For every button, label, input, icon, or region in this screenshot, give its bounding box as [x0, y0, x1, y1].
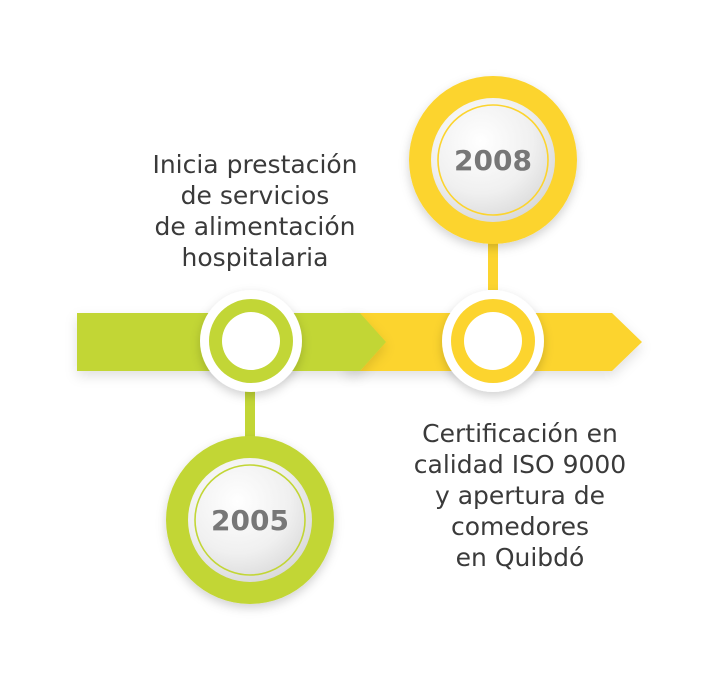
- year-label-2008: 2008: [454, 144, 532, 177]
- marker-2005: [200, 290, 302, 392]
- description-line: calidad ISO 9000: [413, 450, 627, 479]
- description-line: en Quibdó: [455, 543, 585, 572]
- description-line: de alimentación: [154, 212, 356, 241]
- description-line: de servicios: [180, 181, 330, 210]
- event-description-2005: [130, 149, 380, 273]
- description-line: comedores: [450, 512, 590, 541]
- year-badge-2008: [409, 76, 577, 244]
- description-line: y apertura de: [434, 481, 606, 510]
- marker-2008: [442, 290, 544, 392]
- description-line: Inicia prestación: [152, 150, 358, 179]
- year-label-2005: 2005: [211, 504, 289, 537]
- event-description-2008: [380, 418, 660, 573]
- description-line: hospitalaria: [181, 243, 329, 272]
- description-line: Certificación en: [422, 419, 618, 448]
- year-badge-2005: [166, 436, 334, 604]
